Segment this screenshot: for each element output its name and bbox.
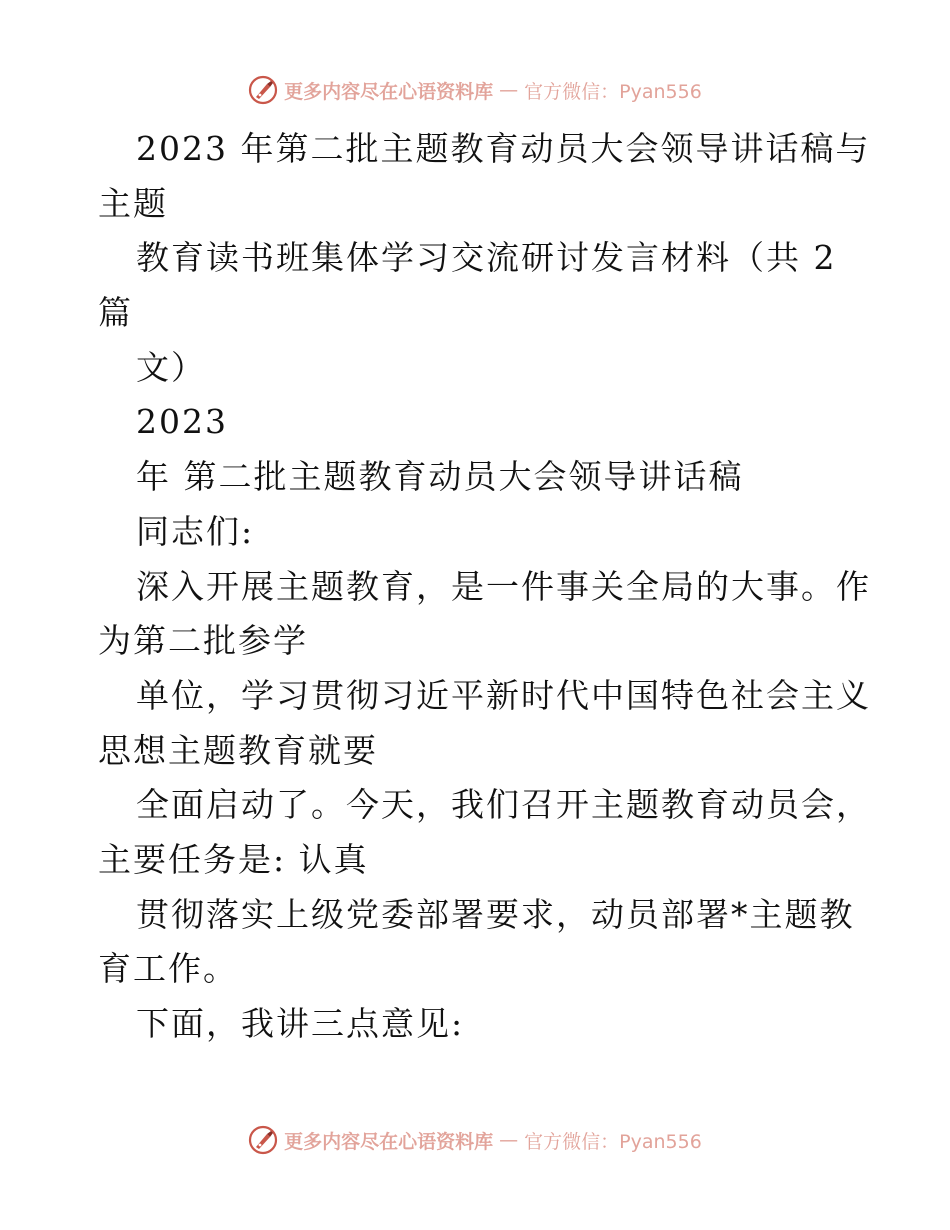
doc-line: 同志们:	[136, 511, 255, 551]
watermark-separator: —	[499, 79, 519, 101]
doc-line: 深入开展主题教育，是一件事关全局的大事。作	[136, 566, 871, 606]
doc-line: 年 第二批主题教育动员大会领导讲话稿	[136, 457, 744, 497]
watermark-footer	[0, 1122, 950, 1158]
doc-line: 单位，学习贯彻习近平新时代中国特色社会主义	[136, 675, 871, 715]
doc-line: 教育读书班集体学习交流研讨发言材料（共 2	[136, 238, 837, 278]
pen-nib-circle-icon	[248, 75, 278, 105]
doc-line: 贯彻落实上级党委部署要求，动员部署*主题教	[136, 894, 855, 934]
watermark-separator: —	[499, 1129, 519, 1151]
doc-line: 全面启动了。今天，我们召开主题教育动员会，	[136, 785, 871, 825]
watermark-text: 更多内容尽在心语资料库	[284, 80, 494, 103]
pen-nib-circle-icon	[248, 1125, 278, 1155]
doc-line: 2023	[136, 402, 228, 442]
doc-line: 2023 年第二批主题教育动员大会领导讲话稿与	[136, 129, 871, 168]
watermark-wechat: 官方微信：Pyan556	[524, 1130, 702, 1153]
watermark-header	[0, 72, 950, 108]
doc-line: 下面，我讲三点意见:	[136, 1004, 465, 1043]
doc-line: 主题	[98, 183, 168, 223]
doc-line: 主要任务是: 认真	[98, 839, 369, 879]
doc-line: 文）	[136, 347, 206, 387]
doc-line: 思想主题教育就要	[98, 730, 378, 770]
watermark-text: 更多内容尽在心语资料库	[284, 1130, 494, 1153]
document-body	[98, 122, 871, 1052]
doc-line: 篇	[98, 293, 133, 333]
watermark-wechat: 官方微信：Pyan556	[524, 80, 702, 103]
doc-line: 育工作。	[98, 949, 238, 989]
doc-line: 为第二批参学	[98, 621, 308, 661]
